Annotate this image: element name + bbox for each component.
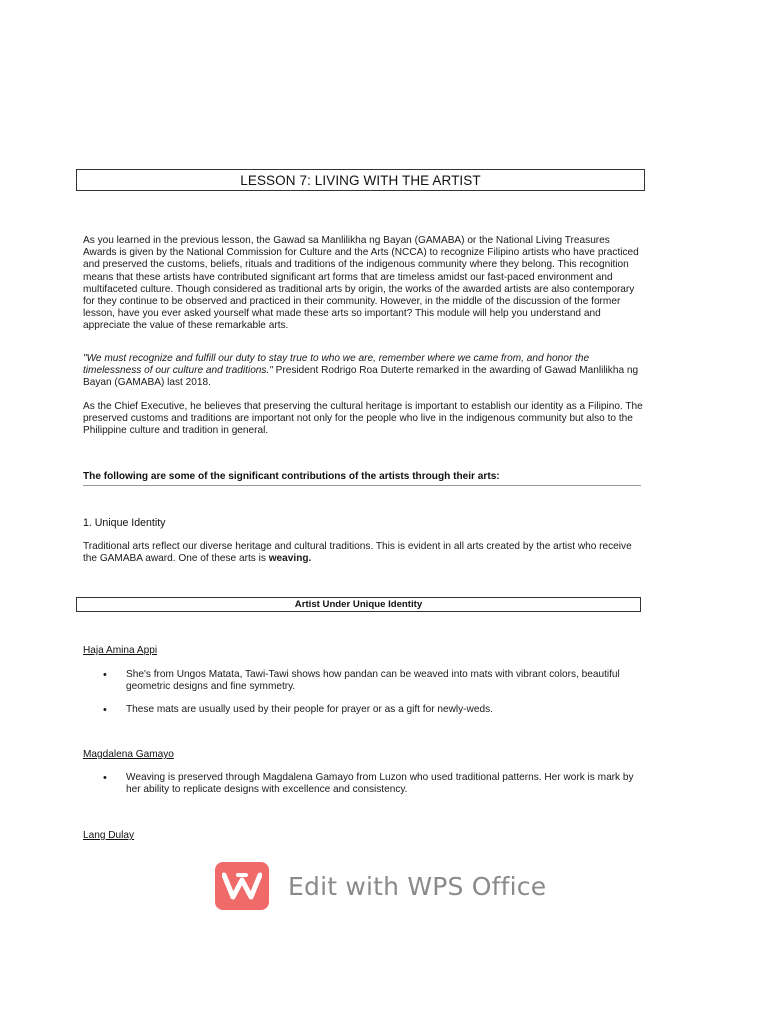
list-item-text: Weaving is preserved through Magdalena Gamayo from Luzon who used traditional patterns. Her work is mark by her ability to replicate designs with excellence and consistency. xyxy=(126,772,634,796)
artist-table-heading-text: Artist Under Unique Identity xyxy=(294,599,423,610)
artist-name-lang-dulay: Lang Dulay xyxy=(83,830,135,841)
list-item-text: She's from Ungos Matata, Tawi-Tawi shows how pandan can be weaved into mats with vibrant colors, beautiful geometric designs and fine symmetry. xyxy=(126,669,620,693)
artist-table-heading xyxy=(76,597,641,612)
artist-bullets-haja-amina-appi xyxy=(83,669,643,717)
lesson-title-text: LESSON 7: LIVING WITH THE ARTIST xyxy=(240,172,481,188)
unique-identity-paragraph xyxy=(83,541,643,565)
contributions-heading: The following are some of the significant contributions of the artists through their arts: xyxy=(83,471,641,486)
wps-watermark-text: Edit with WPS Office xyxy=(288,871,547,901)
bullet-icon: • xyxy=(103,669,107,681)
intro-paragraph: As you learned in the previous lesson, the Gawad sa Manlilikha ng Bayan (GAMABA) or the National Living Treasures Awards is given by the National Commission for Culture and the Arts (NCCA) to recognize Filipino artists who have practiced and preserved the customs, beliefs, rituals and traditions of the indigenous community where they belong. This recognition means that these artists have contributed significant art forms that are timeless amidst our fast-paced environment and multifaceted culture. Though considered as traditional arts by origin, the works of the awarded artists are also contemporary for they continue to be observed and practiced in their community. However, in the middle of the discussion of the former lesson, have you ever asked yourself what made these arts so important? This module will help you understand and appreciate the value of these remarkable arts. xyxy=(83,235,639,332)
list-item xyxy=(83,704,643,716)
artist-name-magdalena-gamayo: Magdalena Gamayo xyxy=(83,749,174,760)
artist-name-haja-amina-appi: Haja Amina Appi xyxy=(83,645,158,656)
unique-identity-text: Traditional arts reflect our diverse heritage and cultural traditions. This is evident in all arts created by the artist who receive the GAMABA award. One of these arts is xyxy=(83,541,632,565)
list-item xyxy=(83,669,643,693)
list-item-text: These mats are usually used by their people for prayer or as a gift for newly-weds. xyxy=(126,704,493,716)
wps-logo-icon xyxy=(215,862,269,910)
artist-bullets-magdalena-gamayo xyxy=(83,772,643,796)
section-unique-identity-heading: 1. Unique Identity xyxy=(83,517,166,529)
bullet-icon: • xyxy=(103,704,107,717)
bullet-icon: • xyxy=(103,772,107,784)
duterte-quote: "We must recognize and fulfill our duty to stay true to who we are, remember where we came from, and honor the timelessness of our culture and traditions." xyxy=(83,353,590,377)
weaving-emphasis: weaving. xyxy=(268,553,312,565)
quote-attribution: President Rodrigo Roa Duterte remarked in the awarding of Gawad Manlilikha ng Bayan (GAMABA) last 2018. xyxy=(83,365,639,389)
wps-w-glyph-icon xyxy=(222,871,262,901)
wps-watermark[interactable] xyxy=(215,862,546,910)
list-item xyxy=(83,772,643,796)
chief-executive-paragraph: As the Chief Executive, he believes that preserving the cultural heritage is important to establish our identity as a Filipino. The preserved customs and traditions are important not only for the people who live in the indigenous community but also to the Philippine culture and tradition in general. xyxy=(83,401,643,437)
lesson-title xyxy=(76,169,645,191)
quote-paragraph xyxy=(83,353,643,390)
